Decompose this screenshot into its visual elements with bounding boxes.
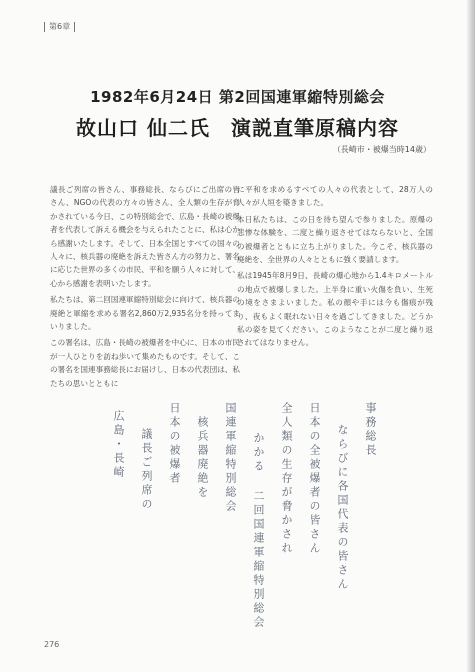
title-line-1: 1982年6月24日 第2回国連軍縮特別総会 — [90, 88, 385, 106]
manuscript-column-8: 日本の被爆者 — [168, 402, 181, 486]
chapter-tag: 第6章 — [44, 22, 75, 32]
handwritten-manuscript — [92, 402, 392, 630]
manuscript-column-5: かかる 二回国連軍縮特別総会 — [252, 432, 265, 630]
manuscript-column-10: 広島・長崎 — [112, 410, 125, 480]
manuscript-column-6: 国連軍縮特別総会 — [224, 402, 237, 514]
title-line-2: 故山口 仙二氏 演説直筆原稿内容 — [76, 116, 399, 140]
left-paragraph-1: 議長ご列席の皆さん、事務総長、ならびにご出席の皆さん、NGOの代表の方々の皆さん、全人類の生存が脅かされている今日、この特別総会で、広島・長崎の被爆者を代表して訴える機会を与えられたことに、私は心から感謝いたします。そして、日本全国とすべての国々の人々に、核兵器の廃絶を訴えた皆さん方の努力と、署名に応じた世界の多くの市民、平和を願う人々に対して、心から感謝を表明いたします。 — [50, 185, 240, 288]
manuscript-column-3: 日本の全被爆者の皆さん — [308, 402, 321, 556]
manuscript-column-2: ならびに各国代表の皆さん — [336, 424, 349, 592]
manuscript-column-1: 事務総長 — [364, 402, 377, 458]
page-number: 276 — [44, 640, 60, 649]
body-right-column — [237, 183, 433, 350]
manuscript-column-9: 議長ご列席の — [140, 428, 153, 512]
left-paragraph-3: この署名は、広島・長崎の被爆者を中心に、日本の市民が一人ひとりを訪ね歩いて集めたものです。そして、この署名を国連事務総長にお届けし、日本の代表団は、私たちの思いとともに — [50, 338, 240, 388]
manuscript-column-7: 核兵器廃絶を — [196, 416, 209, 500]
body-left-column — [50, 183, 240, 390]
left-paragraph-2: 私たちは、第二回国連軍縮特別総会に向けて、核兵器の廃絶と軍縮を求める署名2,860万2,935名分を持ってまいりました。 — [50, 295, 240, 332]
byline: （長崎市・被爆当時14歳） — [332, 145, 431, 154]
right-paragraph-1: に平和を求めるすべての人々の代表として、28万人の人々が人垣を築きました。 — [237, 185, 433, 208]
right-paragraph-2: 本日私たちは、この日を待ち望んで参りました。原爆の悲惨な体験を、二度と繰り返させてはならないと、全国の被爆者とともに立ち上がりました。今こそ、核兵器の廃絶を、全世界の人々とともに強く要請します。 — [237, 214, 433, 265]
manuscript-column-4: 全人類の生存が脅かされ — [280, 402, 293, 556]
right-paragraph-3: 私は1945年8月9日、長崎の爆心地から1.4キロメートルの地点で被爆しました。上半身に重い火傷を負い、生死の境をさまよいました。私の顔や手には今も傷痕が残り、夜もよく眠れない日々を過ごしてきました。どうか私の姿を見てください。このようなことが二度と繰り返されてはなりません。 — [237, 271, 433, 348]
